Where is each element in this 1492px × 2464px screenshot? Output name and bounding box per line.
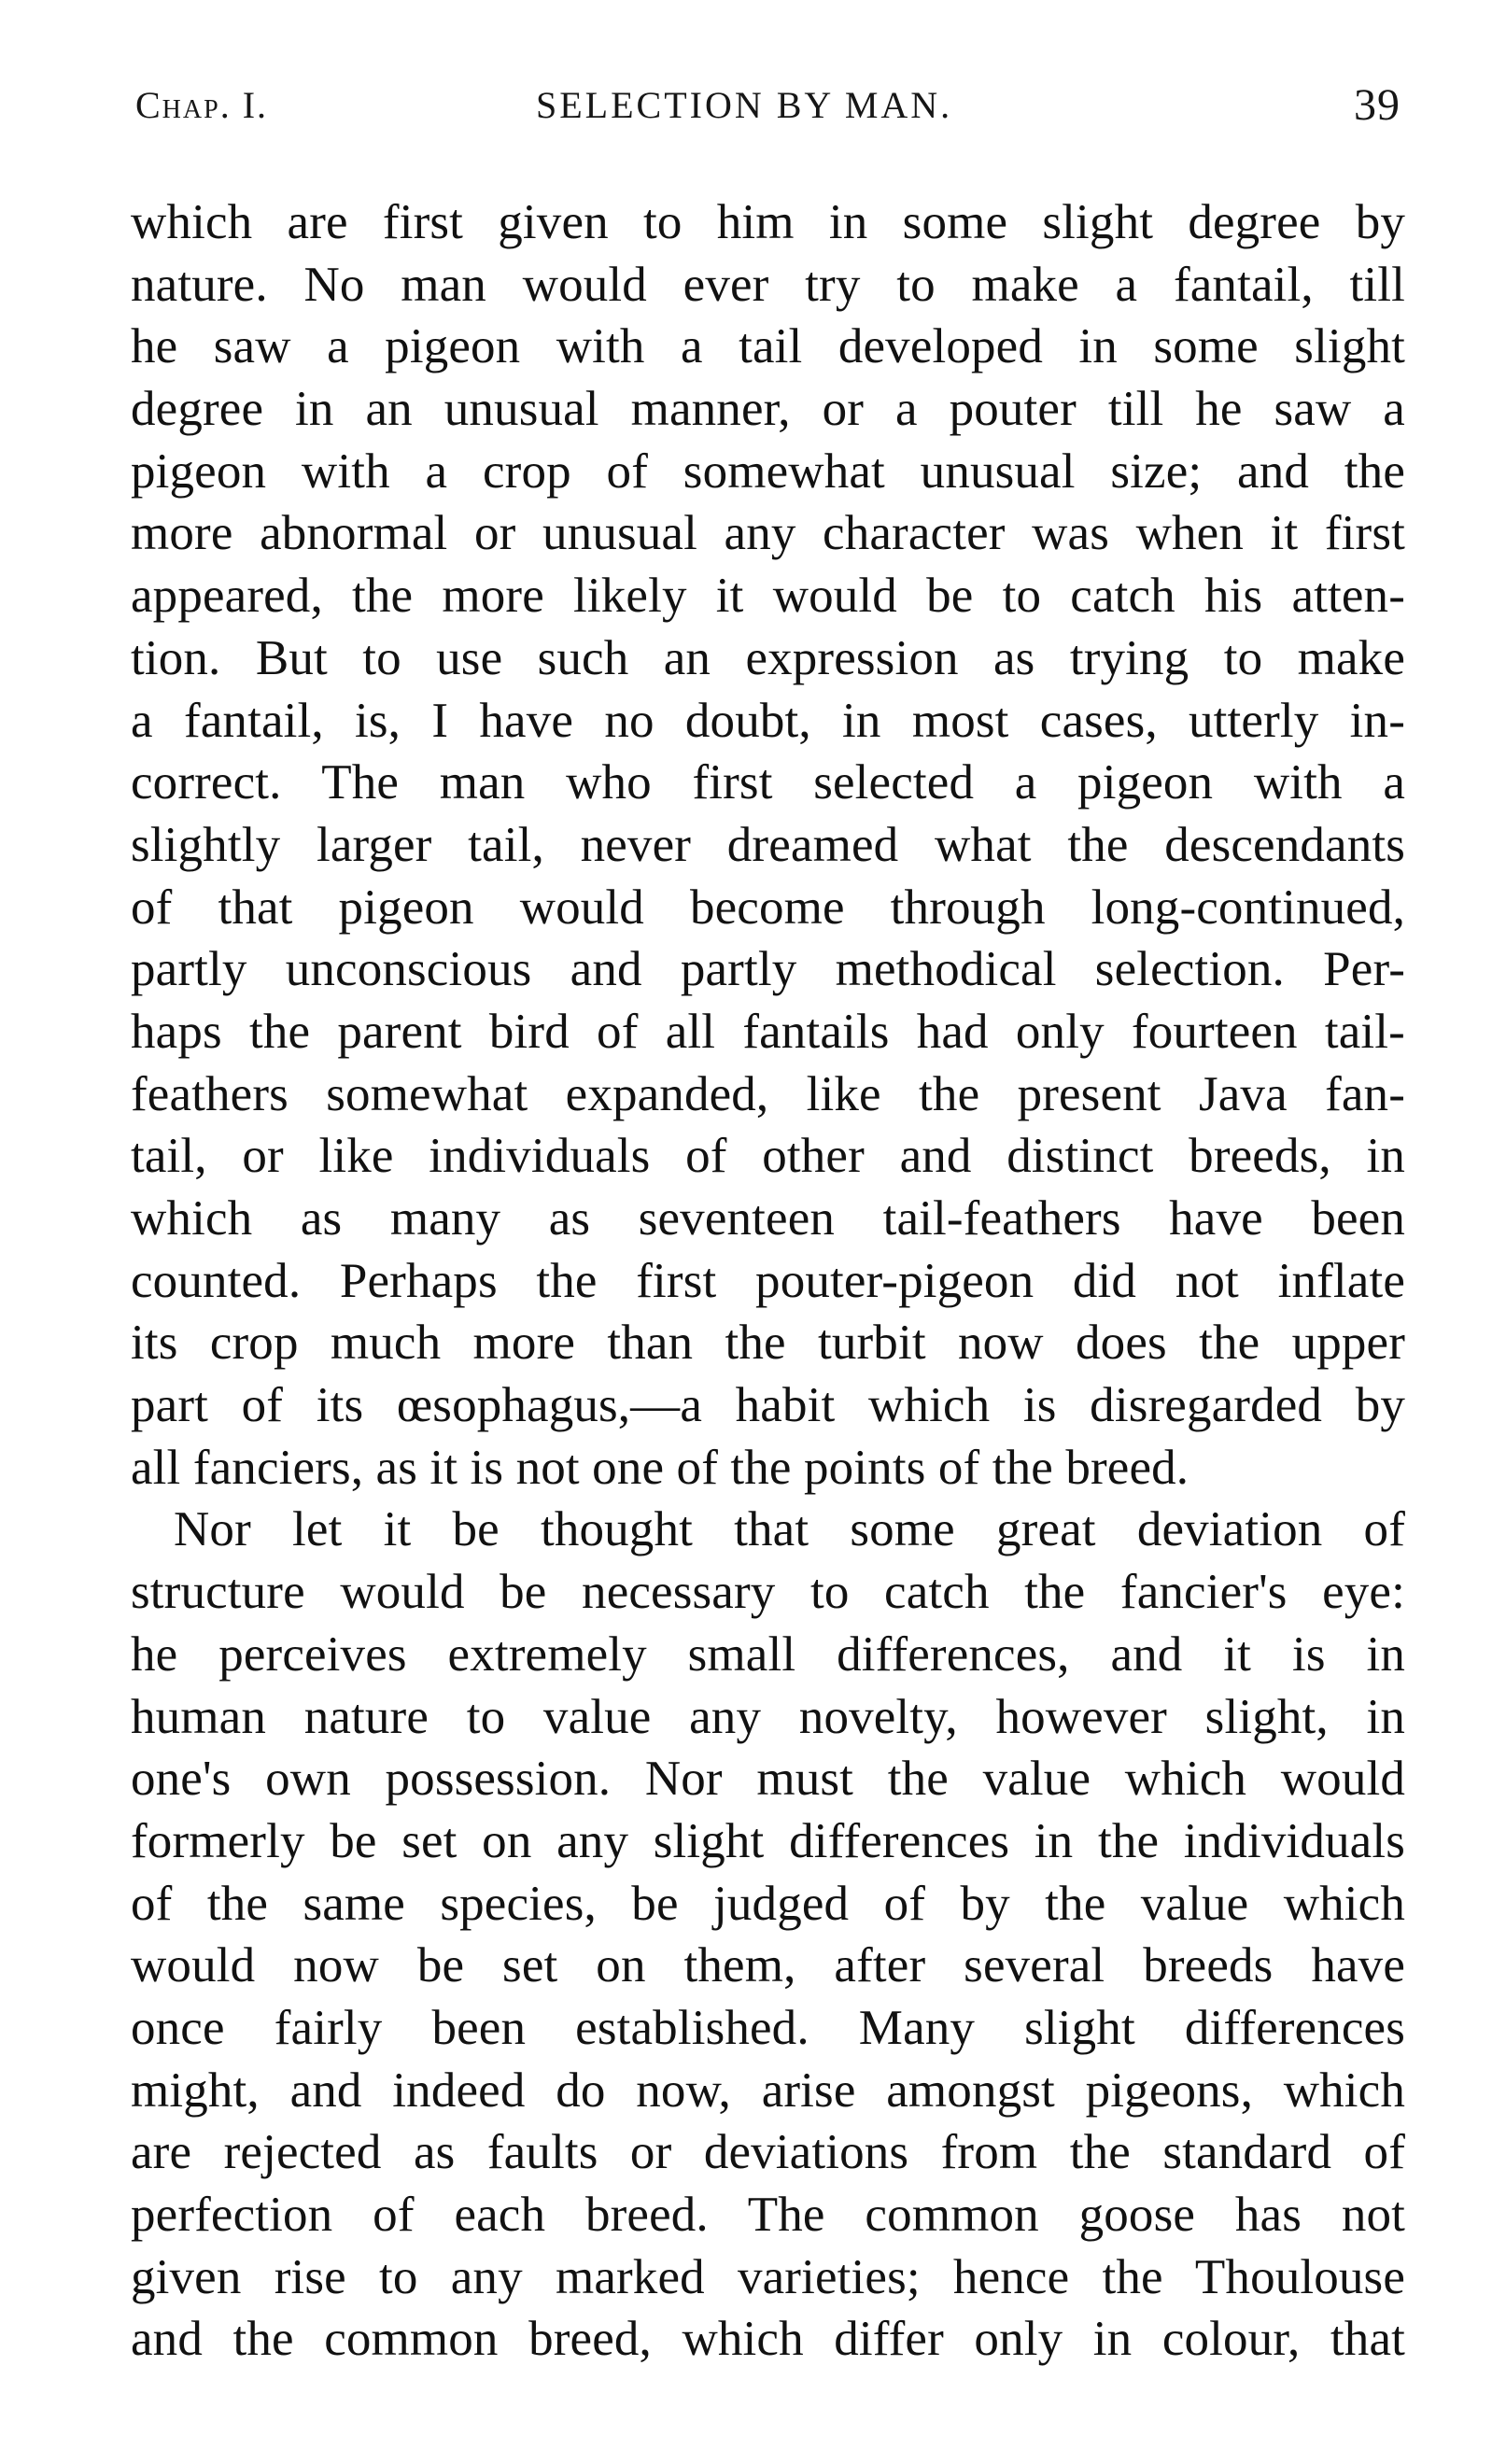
text-line: would now be set on them, after several breeds have	[131, 1938, 1405, 1993]
text-line: appeared, the more likely it would be to catch his atten-	[131, 569, 1405, 624]
text-line: formerly be set on any slight differences in the individuals	[131, 1813, 1405, 1868]
text-line: and the common breed, which differ only in colour, that	[131, 2312, 1405, 2367]
text-line: one's own possession. Nor must the value which would	[131, 1752, 1405, 1807]
text-line: human nature to value any novelty, however slight, in	[131, 1689, 1405, 1744]
text-line: counted. Perhaps the first pouter-pigeon did not inflate	[131, 1253, 1405, 1308]
text-line: structure would be necessary to catch the fancier's eye:	[131, 1565, 1405, 1620]
text-line: given rise to any marked varieties; hence the Thoulouse	[131, 2249, 1405, 2304]
text-line: degree in an unusual manner, or a pouter till he saw a	[131, 382, 1405, 437]
text-line: more abnormal or unusual any character was when it first	[131, 506, 1405, 561]
text-line: its crop much more than the turbit now does the upper	[131, 1316, 1405, 1371]
text-line: might, and indeed do now, arise amongst pigeons, which	[131, 2063, 1405, 2118]
text-line: pigeon with a crop of somewhat unusual size; and the	[131, 444, 1405, 499]
text-line: tail, or like individuals of other and distinct breeds, in	[131, 1129, 1405, 1184]
text-line: haps the parent bird of all fantails had only fourteen tail-	[131, 1004, 1405, 1059]
body-text	[131, 191, 1405, 2371]
text-line: partly unconscious and partly methodical selection. Per-	[131, 942, 1405, 997]
text-line: he perceives extremely small differences, and it is in	[131, 1626, 1405, 1682]
text-line: once fairly been established. Many slight differences	[131, 2000, 1405, 2055]
text-line: perfection of each breed. The common goose has not	[131, 2188, 1405, 2242]
text-line: correct. The man who first selected a pigeon with a	[131, 755, 1405, 810]
text-line: which are first given to him in some slight degree by	[131, 195, 1405, 249]
text-line: slightly larger tail, never dreamed what the descendants	[131, 817, 1405, 872]
running-title: SELECTION BY MAN.	[536, 84, 953, 126]
text-line: which as many as seventeen tail-feathers have been	[131, 1191, 1405, 1246]
chapter-label: Chap. I.	[135, 84, 269, 126]
running-head	[135, 82, 1401, 129]
paragraph-end-line: all fanciers, as it is not one of the points of the breed.	[131, 1440, 1189, 1495]
text-line: part of its œsophagus,—a habit which is disregarded by	[131, 1378, 1405, 1433]
text-line: feathers somewhat expanded, like the present Java fan-	[131, 1066, 1405, 1121]
text-line: he saw a pigeon with a tail developed in some slight	[131, 319, 1405, 374]
text-line: of the same species, be judged of by the value which	[131, 1876, 1405, 1931]
text-line: of that pigeon would become through long-continued,	[131, 880, 1405, 935]
text-line: are rejected as faults or deviations from the standard of	[131, 2125, 1405, 2180]
text-line: a fantail, is, I have no doubt, in most cases, utterly in-	[131, 693, 1405, 748]
page-number: 39	[1354, 80, 1401, 130]
text-line: tion. But to use such an expression as trying to make	[131, 630, 1405, 685]
text-line: nature. No man would ever try to make a fantail, till	[131, 257, 1405, 312]
paragraph-start-line: Nor let it be thought that some great deviation of	[174, 1502, 1405, 1557]
